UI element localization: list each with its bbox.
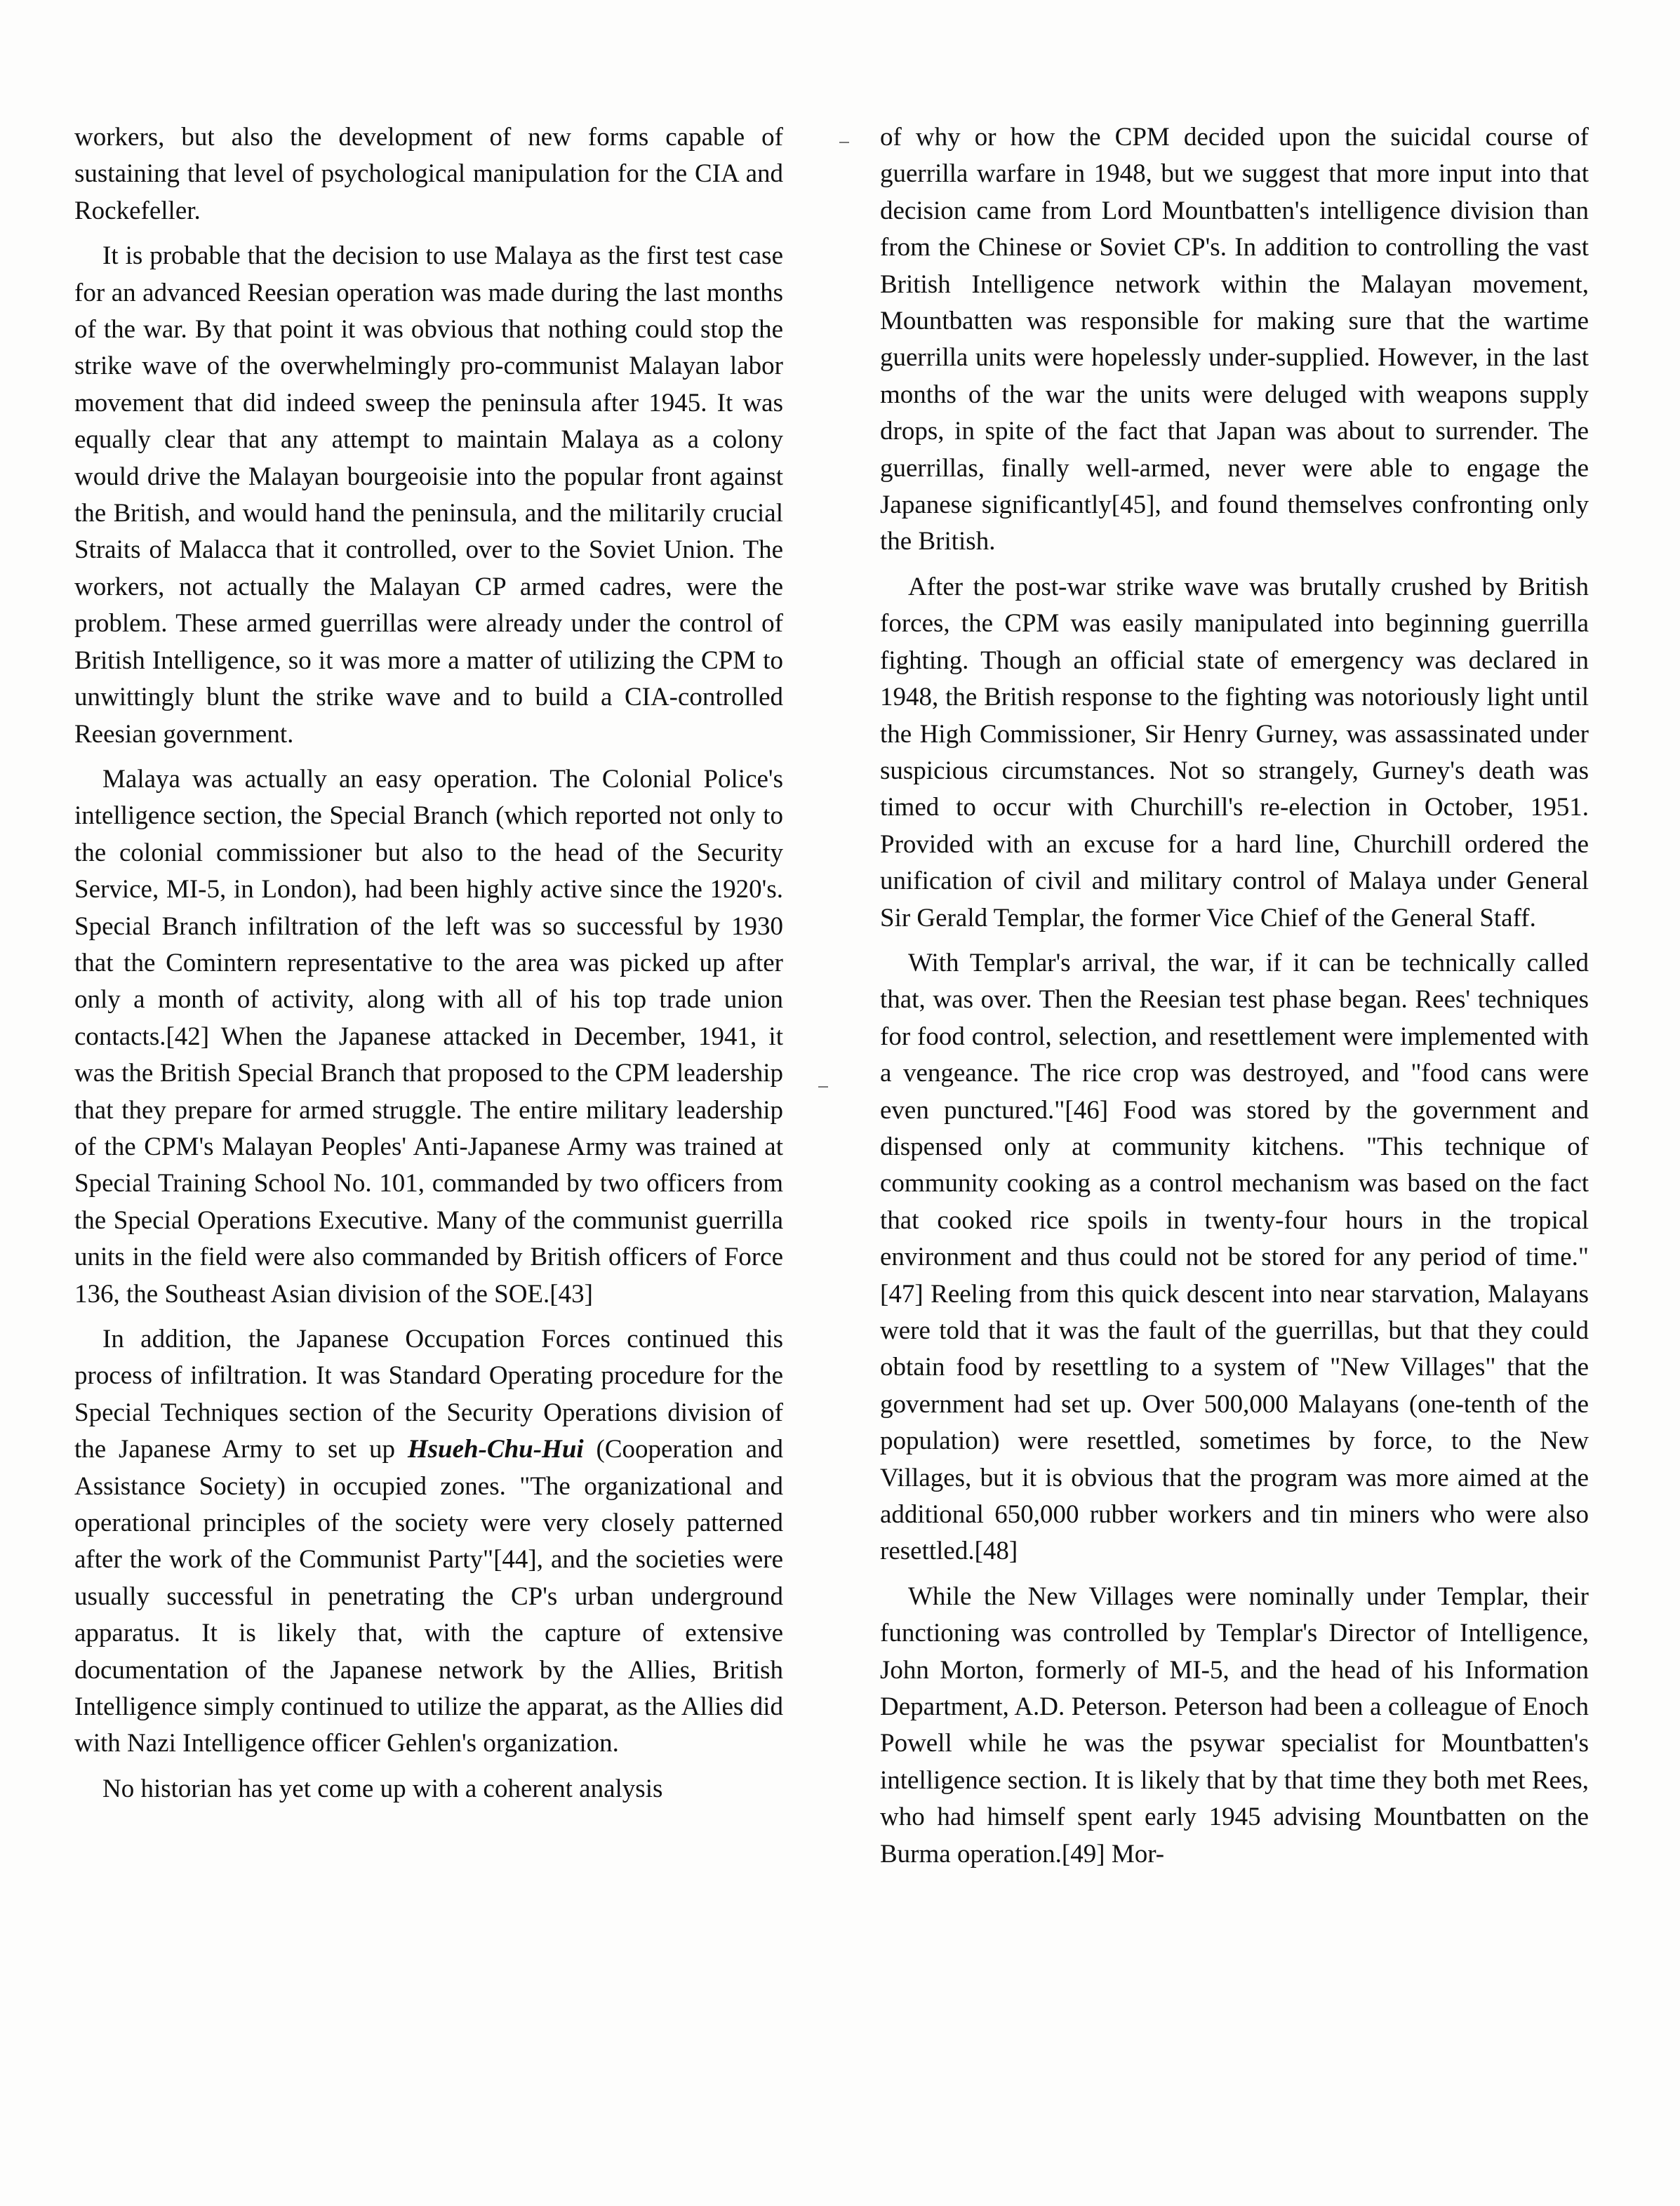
left-paragraph-3: Malaya was actually an easy operation. The Colonial Police's intelligence section, the Special Branch (which reported not only to the colonial commissioner but also to the head of the Security Service, MI-5, in London), had been highly active since the 1920's. Special Branch infiltration of the left was so successful by 1930 that the Comintern representative to the area was picked up after only a month of activity, along with all of his top trade union contacts.[42] When the Japanese attacked in December, 1941, it was the British Special Branch that proposed to the CPM leadership that they prepare for armed struggle. The entire military leadership of the CPM's Malayan Peoples' Anti-Japanese Army was trained at Special Training School No. 101, commanded by two officers from the Special Operations Executive. Many of the communist guerrilla units in the field were also commanded by British officers of Force 136, the Southeast Asian division of the SOE.[43] — [74, 764, 783, 1309]
left-paragraph-4-text-a: In addition, the Japanese Occupation Forces continued this process of infiltration. It was Standard Operating procedure for the Special Techniques section of the Security Operations division of the Japanese Army to set up — [74, 1325, 783, 1464]
right-paragraph-2: After the post-war strike wave was brutally crushed by British forces, the CPM was easily manipulated into beginning guerrilla fighting. Though an official state of emergency was declared in 1948, the British response to the fighting was notoriously light until the High Commissioner, Sir Henry Gurney, was assassinated under suspicious circumstances. Not so strangely, Gurney's death was timed to occur with Churchill's re-election in October, 1951. Provided with an excuse for a hard line, Churchill ordered the unification of civil and military control of Malaya under General Sir Gerald Templar, the former Vice Chief of the General Staff. — [880, 572, 1589, 932]
left-paragraph-4-text-b: (Cooperation and Assistance Society) in occupied zones. "The organizational and operational principles of the society were very closely patterned after the work of the Communist Party"[44], and the societies were usually successful in penetrating the CP's urban underground apparatus. It is likely that, with the capture of extensive documentation of the Japanese network by the Allies, British Intelligence simply continued to utilize the apparat, as the Allies did with Nazi Intelligence officer Gehlen's organization. — [74, 1435, 783, 1758]
right-column — [880, 119, 1589, 1881]
right-paragraph-1: of why or how the CPM decided upon the suicidal course of guerrilla warfare in 1948, but we suggest that more input into that decision came from Lord Mountbatten's intelligence division than from the Chinese or Soviet CP's. In addition to controlling the vast British Intelligence network within the Malayan movement, Mountbatten was responsible for making sure that the wartime guerrilla units were hopelessly under-supplied. However, in the last months of the war the units were deluged with weapons supply drops, in spite of the fact that Japan was about to surrender. The guerrillas, finally well-armed, never were able to engage the Japanese significantly[45], and found themselves confronting only the British. — [880, 123, 1589, 556]
left-paragraph-2: It is probable that the decision to use Malaya as the first test case for an advanced Reesian operation was made during the last months of the war. By that point it was obvious that nothing could stop the strike wave of the overwhelmingly pro-communist Malayan labor movement that did indeed sweep the peninsula after 1945. It was equally clear that any attempt to maintain Malaya as a colony would drive the Malayan bourgeoisie into the popular front against the British, and would hand the peninsula, and the militarily crucial Straits of Malacca that it controlled, over to the Soviet Union. The workers, not actually the Malayan CP armed cadres, were the problem. These armed guerrillas were already under the control of British Intelligence, so it was more a matter of utilizing the CPM to unwittingly blunt the strike wave and to build a CIA-controlled Reesian government. — [74, 241, 783, 749]
left-paragraph-1: workers, but also the development of new forms capable of sustaining that level of psychological manipulation for the CIA and Rockefeller. — [74, 123, 783, 225]
margin-tick-mark — [818, 1086, 828, 1088]
left-paragraph-4 — [74, 1321, 783, 1763]
right-paragraph-3: With Templar's arrival, the war, if it can be technically called that, was over. Then the Reesian test phase began. Rees' techniques for food control, selection, and resettlement were implemented with a vengeance. The rice crop was destroyed, and "food cans were even punctured."[46] Food was stored by the government and dispensed only at community kitchens. "This technique of community cooking as a control mechanism was based on the fact that cooked rice spoils in twenty-four hours in the tropical environment and thus could not be stored for any period of time."[47] Reeling from this quick descent into near starvation, Malayans were told that it was the fault of the guerrillas, but that they could obtain food by resettling to a system of "New Villages" that the government had set up. Over 500,000 Malayans (one-tenth of the population) were resettled, sometimes by force, to the New Villages, but it is obvious that the program was more aimed at the additional 650,000 rubber workers and tin miners who were also resettled.[48] — [880, 948, 1589, 1566]
right-paragraph-4: While the New Villages were nominally under Templar, their functioning was controlled by Templar's Director of Intelligence, John Morton, formerly of MI-5, and the head of his Information Department, A.D. Peterson. Peterson had been a colleague of Enoch Powell while he was the psywar specialist for Mountbatten's intelligence section. It is likely that by that time they both met Rees, who had himself spent early 1945 advising Mountbatten on the Burma operation.[49] Mor- — [880, 1582, 1589, 1869]
left-paragraph-5: No historian has yet come up with a coherent analysis — [102, 1774, 663, 1803]
italic-term: Hsueh-Chu-Hui — [407, 1435, 584, 1464]
margin-tick-mark — [839, 142, 849, 143]
left-column — [74, 119, 783, 1816]
